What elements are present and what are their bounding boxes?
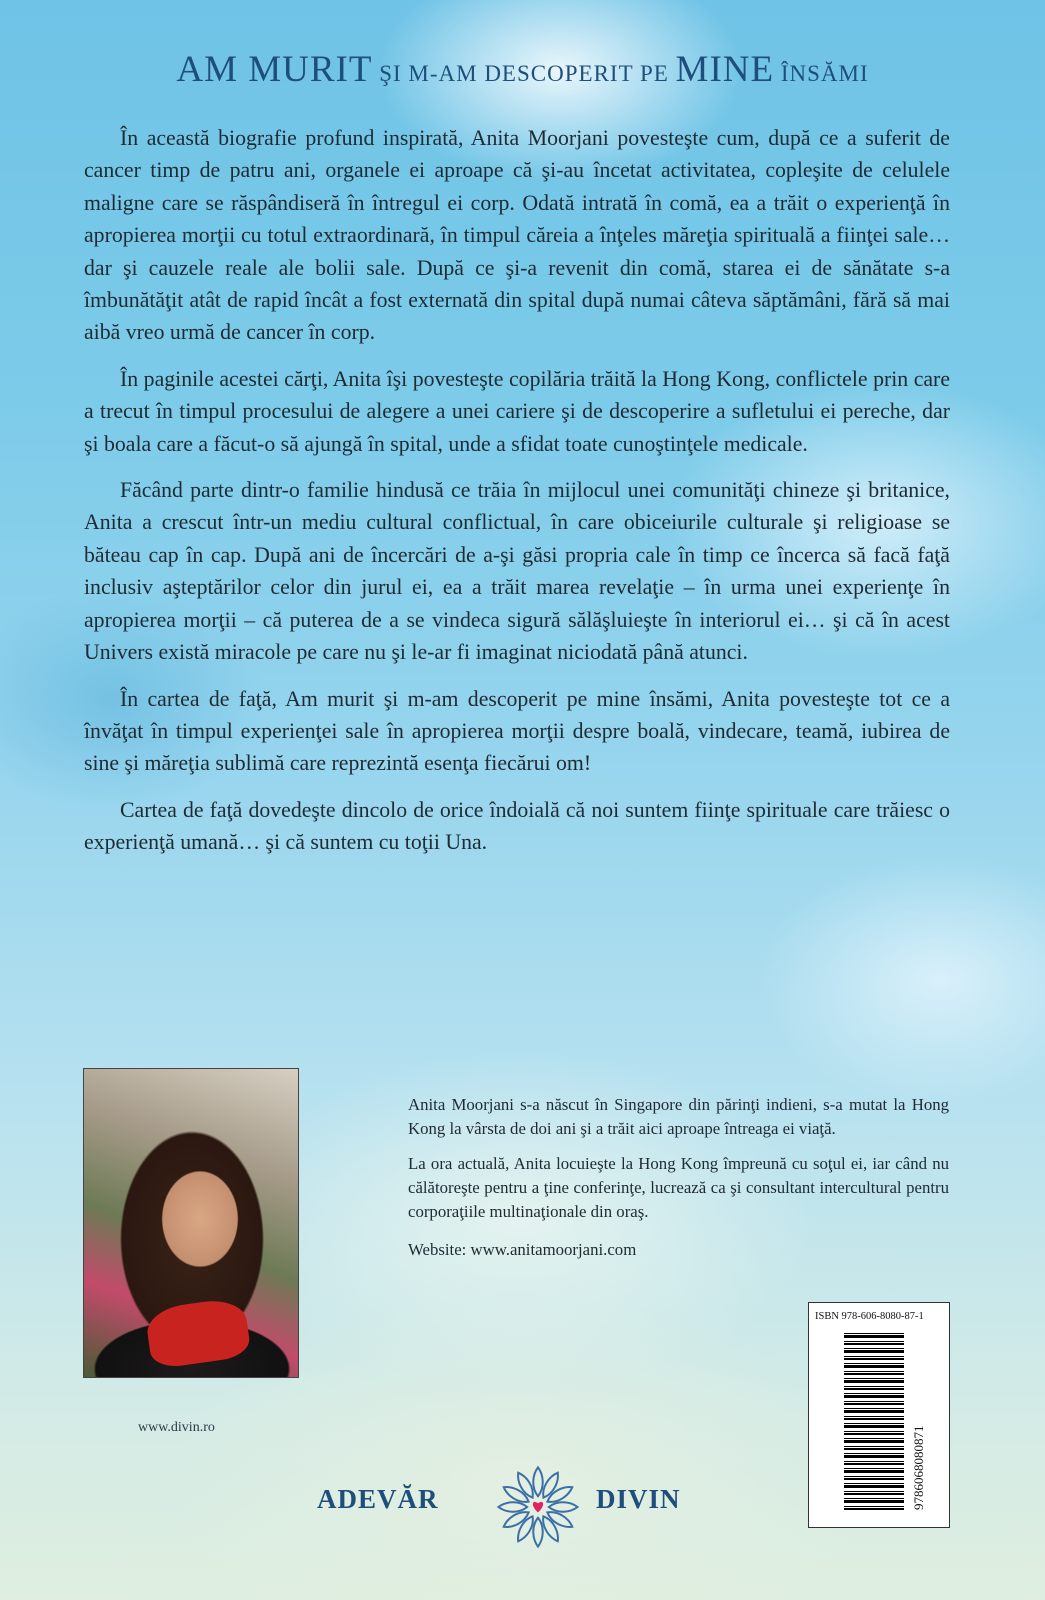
- author-bio: [408, 1093, 949, 1273]
- blurb-paragraph: În paginile acestei cărţi, Anita îşi povesteşte copilăria trăită la Hong Kong, conflictele prin care a trecut în timpul procesului de alegere a unei cariere şi de descoperire a sufletului ei pereche, dar şi boala care a făcut-o să ajungă în spital, unde a sfidat toate cunoştinţele medicale.: [84, 366, 950, 456]
- blurb-paragraph: În cartea de faţă, Am murit şi m-am descoperit pe mine însămi, Anita povesteşte tot ce a învăţat în timpul experienţei sale în apropierea morţii despre boală, vindecare, teamă, iubirea de sine şi măreţia sublimă care reprezintă esenţa fiecărui om!: [84, 686, 950, 776]
- isbn-label: ISBN 978-606-8080-87-1: [815, 1311, 924, 1322]
- bio-paragraph: Anita Moorjani s-a născut în Singapore din părinţi indieni, s-a mutat la Hong Kong la vârsta de doi ani şi a trăit aici aproape întreaga ei viaţă.: [408, 1095, 949, 1138]
- author-photo: [83, 1068, 299, 1378]
- barcode: [844, 1330, 904, 1510]
- author-photo-scarf: [144, 1296, 251, 1369]
- book-title: [0, 48, 1045, 91]
- title-part-3: MINE: [675, 49, 775, 90]
- lotus-petal: [549, 1502, 578, 1511]
- blurb: [84, 122, 950, 873]
- heart-icon: [533, 1502, 543, 1513]
- title-part-2: ŞI M-AM DESCOPERIT PE: [372, 61, 676, 86]
- barcode-digits: 9786068080871: [911, 1425, 926, 1510]
- publisher-name-right: DIVIN: [596, 1484, 681, 1514]
- title-part-1: AM MURIT: [176, 49, 373, 90]
- title-part-4: ÎNSĂMI: [774, 61, 869, 86]
- publisher-name-left: ADEVĂR: [317, 1484, 439, 1514]
- lotus-petal: [533, 1467, 542, 1496]
- publisher-site: www.divin.ro: [138, 1420, 215, 1435]
- blurb-paragraph: Cartea de faţă dovedeşte dincolo de orice îndoială că noi suntem fiinţe spirituale care trăiesc o experienţă umană… şi că suntem cu toţii Una.: [84, 797, 950, 855]
- lotus-petal: [498, 1502, 527, 1511]
- blurb-paragraph: În această biografie profund inspirată, Anita Moorjani povesteşte cum, după ce a suferit de cancer timp de patru ani, organele ei aproape că şi-au încetat activitatea, copleşite de celulele maligne care se răspândiseră în întregul ei corp. Odată intrată în comă, ea a trăit o experienţă în apropierea morţii cu totul extraordinară, în timpul căreia a înţeles măreţia spirituală a fiinţei sale… dar şi cauzele reale ale bolii sale. După ce şi-a revenit din comă, starea ei de sănătate s-a îmbunătăţit atât de rapid încât a fost externată din spital după numai câteva săptămâni, fără să mai aibă vreo urmă de cancer în corp.: [84, 126, 950, 345]
- bio-paragraph: La ora actuală, Anita locuieşte la Hong Kong împreună cu soţul ei, iar când nu călătoreşte pentru a ţine conferinţe, lucrează ca şi consultant intercultural pentru corporaţiile multinaţionale din oraş.: [408, 1154, 949, 1221]
- author-website: Website: www.anitamoorjani.com: [408, 1240, 637, 1259]
- blurb-paragraph: Făcând parte dintr-o familie hindusă ce trăia în mijlocul unei comunităţi chineze şi britanice, Anita a crescut într-un mediu cultural conflictual, în care obiceiurile culturale şi religioase se băteau cap în cap. După ani de încercări de a-şi găsi propria cale în timp ce încerca să facă faţă inclusiv aşteptărilor celor din jurul ei, ea a trăit marea revelaţie – în urma unei experienţe în apropierea morţii – că puterea de a se vindeca sigură sălăşluieşte în interiorul ei… şi că în acest Univers există miracole pe care nu şi le-ar fi imaginat niciodată până atunci.: [84, 478, 950, 665]
- lotus-logo-icon: [493, 1462, 583, 1552]
- lotus-petal: [533, 1518, 542, 1547]
